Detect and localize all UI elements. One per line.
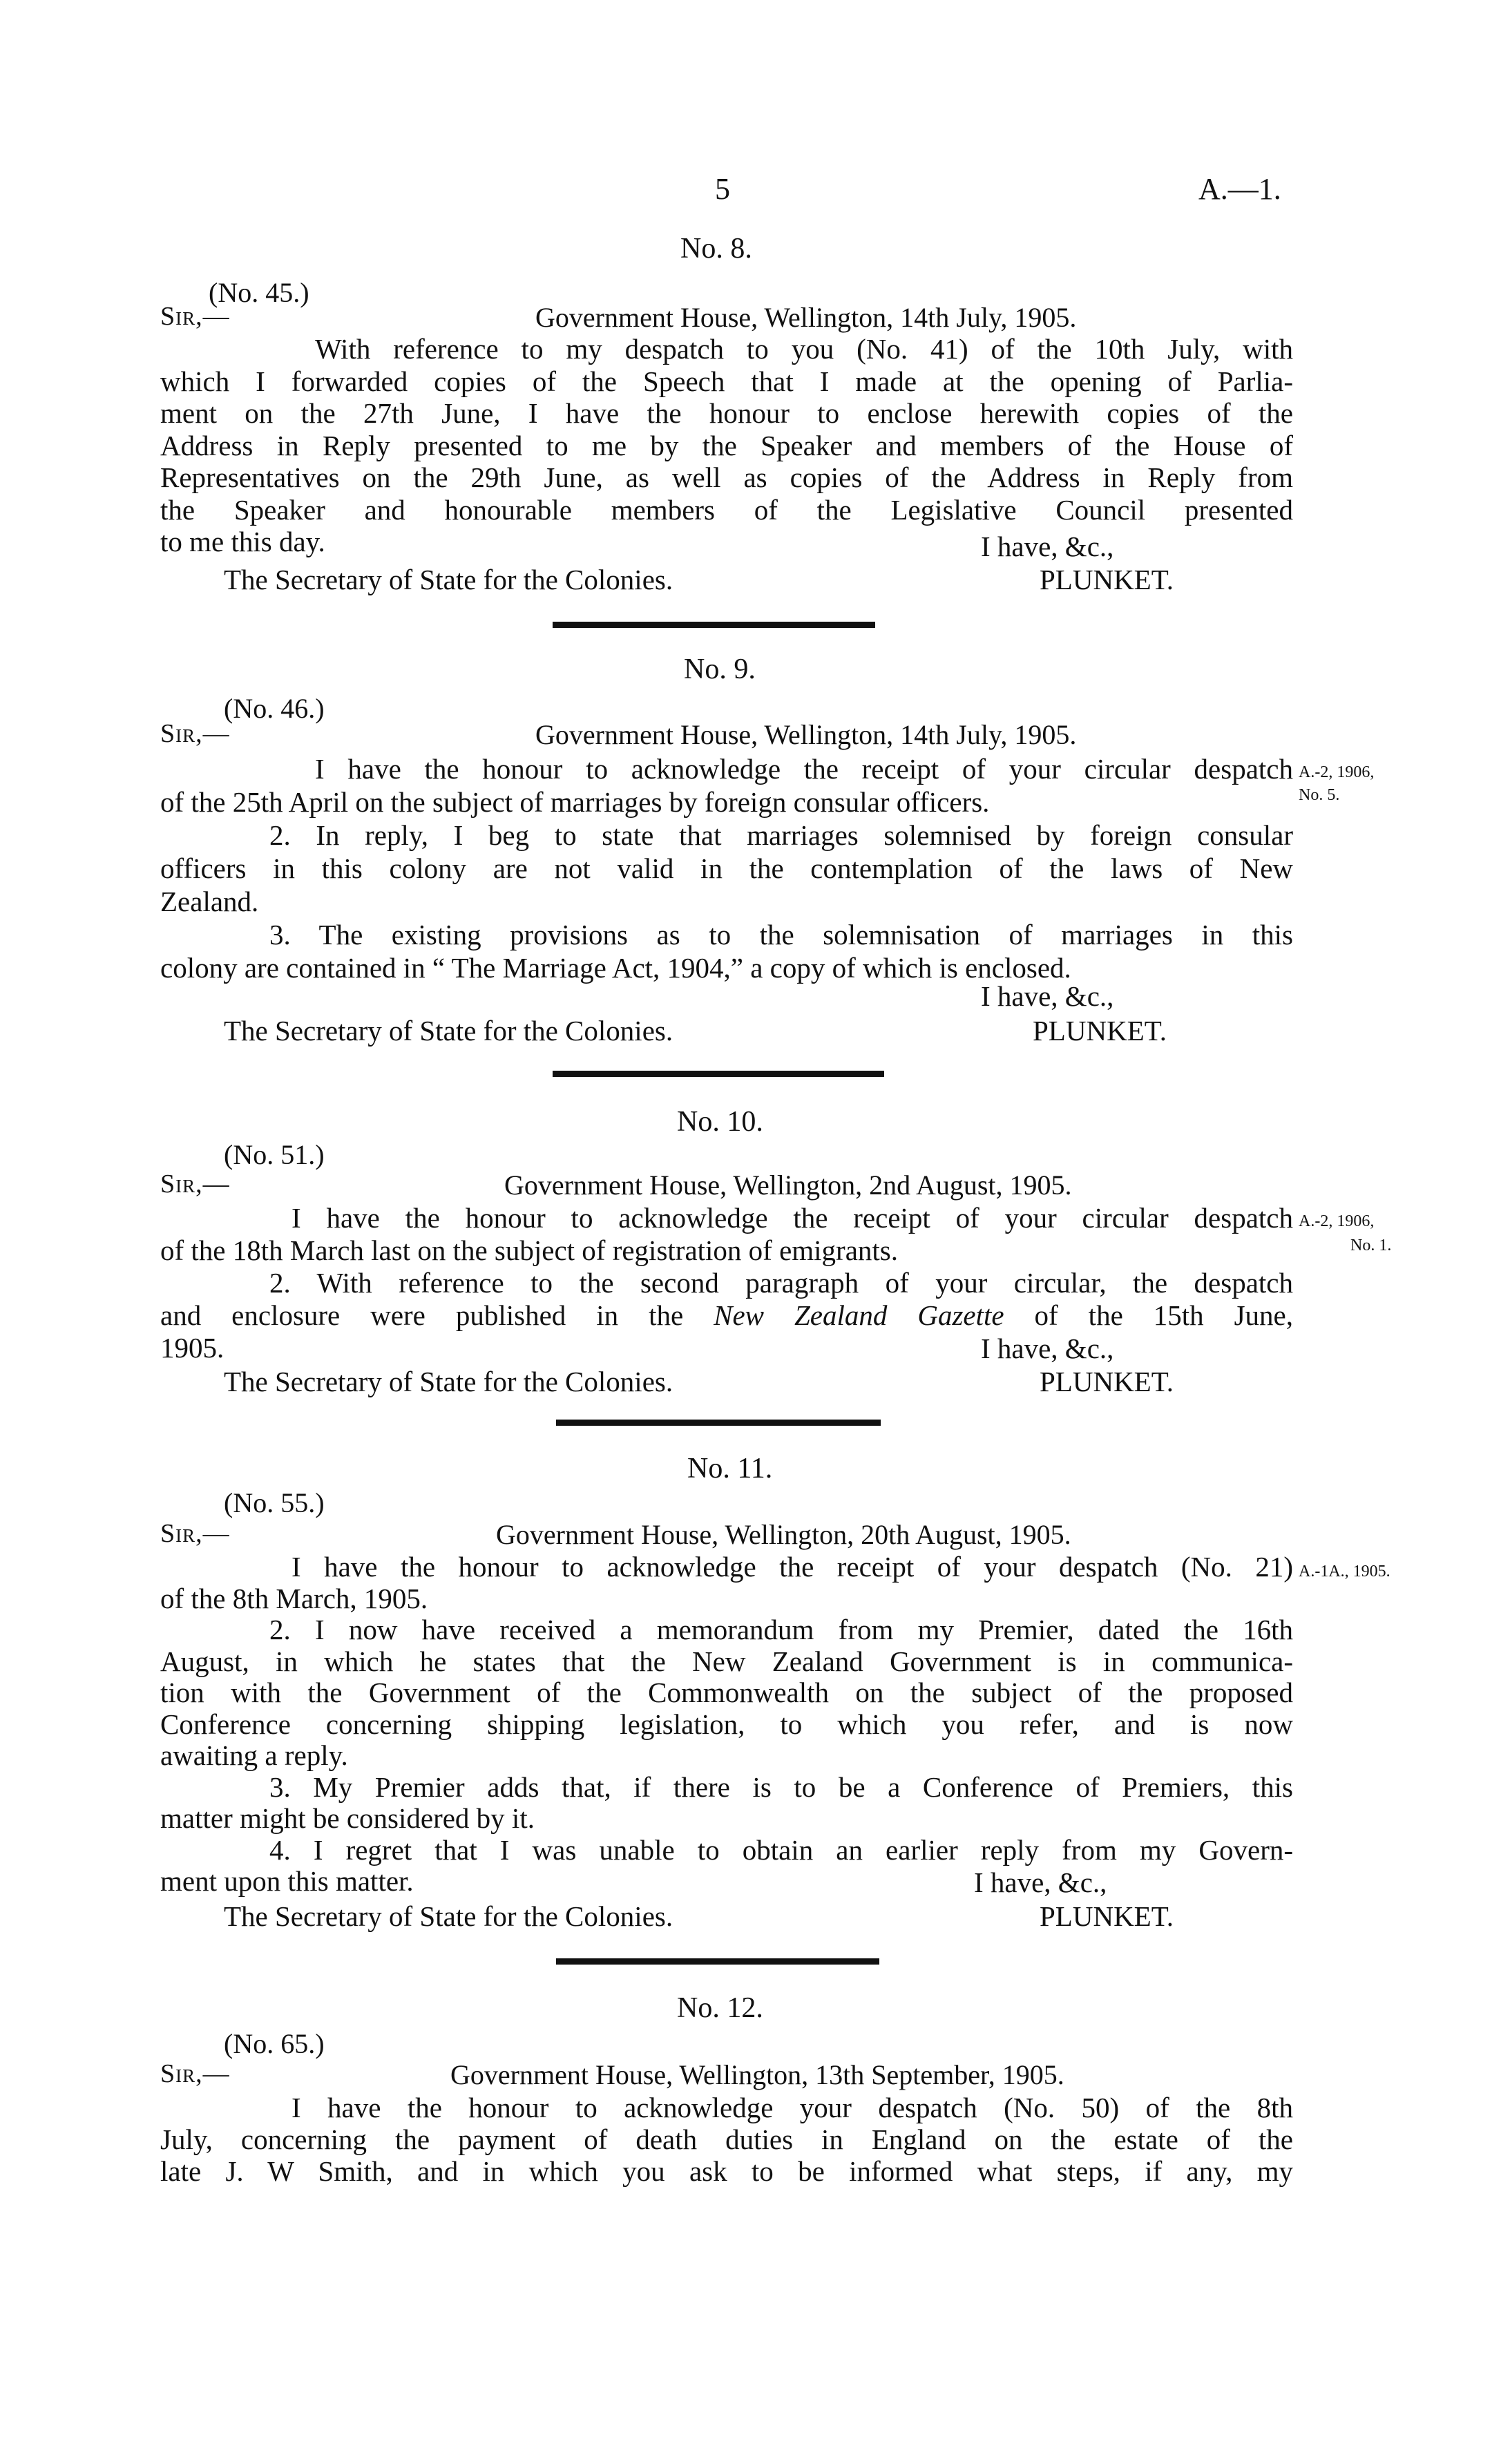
body-line: I have the honour to acknowledge the receipt of your circular despatch [291, 1202, 1293, 1234]
body-line: of the 18th March last on the subject of registration of emigrants. [160, 1234, 899, 1266]
signature: PLUNKET. [1033, 1015, 1167, 1047]
addressee: The Secretary of State for the Colonies. [224, 564, 673, 595]
body-line: 3. My Premier adds that, if there is to be a Conference of Premiers, this [269, 1770, 1293, 1803]
salutation: Sir,— [160, 302, 230, 331]
body-line: and enclosure were published in the New Zealand Gazette of the 15th June, [160, 1299, 1293, 1331]
body-line: 4. I regret that I was unable to obtain an earlier reply from my Govern- [269, 1833, 1293, 1866]
signature: PLUNKET. [1040, 1366, 1174, 1397]
margin-note: A.-2, 1906, [1299, 1212, 1375, 1230]
section-divider [556, 1958, 879, 1965]
closing-formula: I have, &c., [981, 980, 1114, 1012]
body-line: awaiting a reply. [160, 1739, 348, 1771]
addressee: The Secretary of State for the Colonies. [224, 1015, 673, 1047]
body-line: 2. In reply, I beg to state that marriages solemnised by foreign consular [269, 819, 1293, 851]
margin-note: No. 5. [1299, 786, 1340, 804]
page-number: 5 [715, 172, 730, 206]
body-line: Representatives on the 29th June, as well as copies of the Address in Reply from [160, 461, 1293, 493]
body-line: 2. I now have received a memorandum from my Premier, dated the 16th [269, 1614, 1293, 1645]
body-line: ment on the 27th June, I have the honour to enclose herewith copies of the [160, 397, 1293, 429]
dateline: Government House, Wellington, 14th July, 1905. [535, 302, 1077, 333]
letter-title: No. 12. [677, 1992, 763, 2024]
letter-body [160, 2092, 1293, 2187]
closing-formula: I have, &c., [981, 1333, 1114, 1364]
dateline: Government House, Wellington, 14th July, 1905. [535, 719, 1077, 750]
margin-note: A.-2, 1906, [1299, 763, 1375, 781]
letter-body [160, 333, 1293, 558]
margin-note: No. 1. [1350, 1236, 1392, 1254]
addressee: The Secretary of State for the Colonies. [224, 1900, 673, 1932]
despatch-ref: (No. 65.) [224, 2028, 325, 2059]
letter-body [160, 1202, 1293, 1364]
dateline: Government House, Wellington, 2nd August, 1905. [504, 1169, 1072, 1201]
body-line: Zealand. [160, 886, 259, 917]
body-line: of the 8th March, 1905. [160, 1582, 428, 1614]
salutation: Sir,— [160, 2059, 230, 2088]
body-line: Conference concerning shipping legislation, to which you refer, and is now [160, 1708, 1293, 1740]
dateline: Government House, Wellington, 13th September, 1905. [450, 2059, 1064, 2090]
despatch-ref: (No. 51.) [224, 1139, 325, 1170]
letter-title: No. 10. [677, 1106, 763, 1138]
body-line: late J. W Smith, and in which you ask to be informed what steps, if any, my [160, 2155, 1293, 2187]
despatch-ref: (No. 45.) [209, 277, 309, 308]
closing-formula: I have, &c., [981, 531, 1114, 562]
body-line: 3. The existing provisions as to the solemnisation of marriages in this [269, 919, 1293, 951]
margin-note: A.-1A., 1905. [1299, 1563, 1390, 1580]
closing-formula: I have, &c., [974, 1866, 1107, 1898]
body-line: With reference to my despatch to you (No. 41) of the 10th July, with [315, 333, 1293, 365]
body-line: I have the honour to acknowledge your despatch (No. 50) of the 8th [291, 2092, 1293, 2123]
body-line: colony are contained in “ The Marriage Act, 1904,” a copy of which is enclosed. [160, 952, 1071, 984]
section-divider [553, 1071, 884, 1077]
body-line: July, concerning the payment of death duties in England on the estate of the [160, 2123, 1293, 2155]
body-line: 1905. [160, 1332, 224, 1364]
salutation: Sir,— [160, 1519, 230, 1548]
body-line: I have the honour to acknowledge the receipt of your despatch (No. 21) [291, 1551, 1293, 1583]
letter-body [160, 1551, 1293, 1898]
body-line: 2. With reference to the second paragraph of your circular, the despatch [269, 1267, 1293, 1299]
body-line: which I forwarded copies of the Speech that I made at the opening of Parlia- [160, 365, 1293, 397]
signature: PLUNKET. [1040, 1900, 1174, 1932]
body-line: I have the honour to acknowledge the receipt of your circular despatch [315, 753, 1293, 785]
body-line: to me this day. [160, 526, 325, 557]
body-line: the Speaker and honourable members of the Legislative Council presented [160, 493, 1293, 526]
despatch-ref: (No. 46.) [224, 693, 325, 724]
body-line: Address in Reply presented to me by the Speaker and members of the House of [160, 429, 1293, 461]
signature: PLUNKET. [1040, 564, 1174, 595]
body-line: matter might be considered by it. [160, 1802, 535, 1834]
letter-body [160, 752, 1293, 984]
letter-title: No. 11. [687, 1453, 773, 1484]
dateline: Government House, Wellington, 20th August, 1905. [496, 1519, 1071, 1550]
salutation: Sir,— [160, 1169, 230, 1198]
document-reference: A.—1. [1198, 172, 1281, 206]
body-line: tion with the Government of the Commonwealth on the subject of the proposed [160, 1677, 1293, 1708]
salutation: Sir,— [160, 719, 230, 748]
section-divider [553, 622, 875, 628]
body-line: August, in which he states that the New Zealand Government is in communica- [160, 1645, 1293, 1677]
section-divider [556, 1420, 881, 1426]
body-line: officers in this colony are not valid in the contemplation of the laws of New [160, 852, 1293, 884]
letter-title: No. 9. [684, 653, 756, 685]
addressee: The Secretary of State for the Colonies. [224, 1366, 673, 1397]
despatch-ref: (No. 55.) [224, 1487, 325, 1518]
body-line: of the 25th April on the subject of marriages by foreign consular officers. [160, 786, 990, 818]
body-line: ment upon this matter. [160, 1865, 414, 1897]
letter-title: No. 8. [680, 233, 752, 265]
